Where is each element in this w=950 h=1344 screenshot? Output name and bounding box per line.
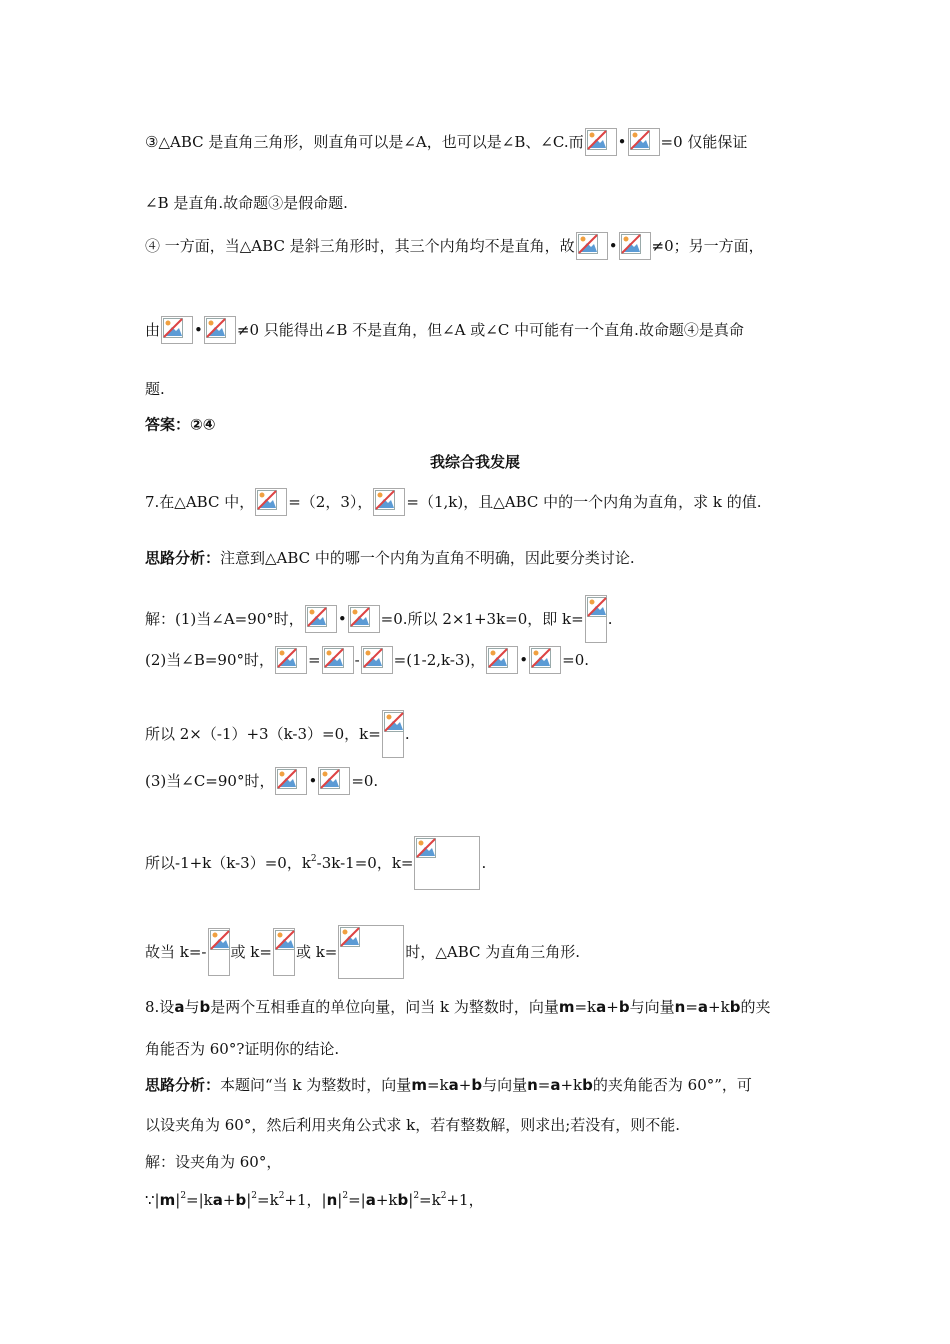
text-run: • <box>608 237 618 255</box>
text-run: | <box>337 1191 343 1209</box>
text-run: =k <box>574 998 597 1016</box>
text-run: . <box>404 725 410 743</box>
text-run: =0. <box>351 772 379 790</box>
text-run: + <box>458 1076 472 1094</box>
broken-image-icon <box>204 316 236 344</box>
paragraph-4-line-2 <box>145 316 744 344</box>
broken-image-icon <box>529 646 561 674</box>
text-run: =0 仅能保证 <box>660 133 748 151</box>
text-run: • <box>308 772 318 790</box>
text-run: | <box>246 1191 252 1209</box>
text-run: m <box>558 998 575 1016</box>
text-run: 注意到△ABC 中的哪一个内角为直角不明确，因此要分类讨论. <box>220 549 635 567</box>
question-8-analysis-line-2: 以设夹角为 60°，然后利用夹角公式求 k，若有整数解，则求出;若没有，则不能. <box>145 1116 681 1134</box>
text-run: 2 <box>440 1191 447 1201</box>
text-run: n <box>326 1191 338 1209</box>
text-run: ④ 一方面，当△ABC 是斜三角形时，其三个内角均不是直角，故 <box>145 237 575 255</box>
text-run: 与向量 <box>482 1076 528 1094</box>
text-run: 与向量 <box>629 998 675 1016</box>
text-run: 故当 k=- <box>145 943 207 961</box>
text-run: ③△ABC 是直角三角形，则直角可以是∠A，也可以是∠B、∠C.而 <box>145 133 584 151</box>
text-run: 答案： <box>145 415 191 434</box>
broken-image-icon <box>576 232 608 260</box>
answer <box>145 414 215 435</box>
text-run: • <box>617 133 627 151</box>
text-run: 本题问“当 k 为整数时，向量 <box>220 1076 412 1094</box>
text-run: =k <box>257 1191 279 1209</box>
text-run: | <box>175 1191 181 1209</box>
text-run: 或 k= <box>295 943 338 961</box>
paragraph-4-line-3: 题. <box>145 380 165 398</box>
text-run: 2 <box>342 1191 349 1201</box>
question-7-analysis <box>145 547 635 568</box>
text-run: 8.设 <box>145 998 175 1016</box>
text-run: = <box>308 651 321 669</box>
section-title: 我综合我发展 <box>429 453 520 471</box>
text-run: 的夹角能否为 60°”，可 <box>592 1076 752 1094</box>
text-run: ≠0 只能得出∠B 不是直角，但∠A 或∠C 中可能有一个直角.故命题④是真命 <box>236 321 744 339</box>
text-run: 所以-1+k（k-3）=0，k <box>145 854 311 872</box>
text-run: ∵| <box>145 1191 160 1209</box>
text-run: b <box>618 998 630 1016</box>
broken-image-icon <box>348 605 380 633</box>
text-run: b <box>729 998 741 1016</box>
text-run: b <box>199 998 211 1016</box>
text-run: m <box>411 1076 427 1094</box>
text-run: 2 <box>180 1191 187 1201</box>
question-8-solution-2 <box>145 1186 484 1210</box>
broken-image-icon <box>373 488 405 516</box>
paragraph-3-line-2: ∠B 是直角.故命题③是假命题. <box>145 194 348 212</box>
text-run: (2)当∠B=90°时， <box>145 651 274 669</box>
text-run: b <box>235 1191 247 1209</box>
broken-image-icon <box>208 928 230 976</box>
text-run: 2 <box>310 854 317 864</box>
text-run: a <box>550 1076 561 1094</box>
text-run: 所以 2×（-1）+3（k-3）=0，k= <box>145 725 381 743</box>
solution-step-1 <box>145 595 613 643</box>
text-run: =0. <box>562 651 590 669</box>
broken-image-icon <box>275 767 307 795</box>
text-run: +k <box>708 998 730 1016</box>
text-run: + <box>222 1191 236 1209</box>
broken-image-icon <box>322 646 354 674</box>
text-run: =（1,k)，且△ABC 中的一个内角为直角，求 k 的值. <box>406 493 762 511</box>
conclusion <box>145 925 580 979</box>
solution-step-3b <box>145 836 486 890</box>
broken-image-icon <box>628 128 660 156</box>
text-run: 由 <box>145 321 161 339</box>
text-run: +k <box>375 1191 398 1209</box>
question-8-solution-1: 解：设夹角为 60°， <box>145 1153 282 1171</box>
question-8-line-1 <box>145 996 770 1017</box>
broken-image-icon <box>305 605 337 633</box>
text-run: -3k-1=0，k= <box>316 854 414 872</box>
paragraph-4-line-1 <box>145 232 764 260</box>
broken-image-icon <box>273 928 295 976</box>
text-run: a <box>174 998 185 1016</box>
text-run: a <box>448 1076 459 1094</box>
text-run: =k <box>419 1191 441 1209</box>
text-run: n <box>674 998 686 1016</box>
question-7 <box>145 488 762 516</box>
broken-image-icon <box>275 646 307 674</box>
solution-step-2 <box>145 646 589 674</box>
text-run: +k <box>560 1076 583 1094</box>
text-run: | <box>408 1191 414 1209</box>
text-run: 思路分析： <box>145 1076 221 1094</box>
text-run: =0.所以 2×1+3k=0，即 k= <box>380 610 584 628</box>
text-run: 与 <box>184 998 200 1016</box>
text-run: • <box>519 651 529 669</box>
broken-image-icon <box>161 316 193 344</box>
text-run: 思路分析： <box>145 549 221 567</box>
broken-image-icon <box>338 925 404 979</box>
text-run: (3)当∠C=90°时， <box>145 772 275 790</box>
text-run: 2 <box>278 1191 285 1201</box>
broken-image-icon <box>585 595 607 643</box>
text-run: ②④ <box>190 415 216 434</box>
text-run: 2 <box>251 1191 258 1201</box>
solution-step-3 <box>145 767 378 795</box>
broken-image-icon <box>382 710 404 758</box>
paragraph-3-line-1 <box>145 128 747 156</box>
text-run: 或 k= <box>230 943 272 961</box>
text-run: +1，| <box>284 1191 327 1209</box>
text-run: • <box>337 610 347 628</box>
question-8-analysis <box>145 1074 752 1095</box>
broken-image-icon <box>318 767 350 795</box>
broken-image-icon <box>619 232 651 260</box>
text-run: b <box>582 1076 593 1094</box>
text-run: =（2，3）， <box>288 493 373 511</box>
text-run: =|k <box>186 1191 213 1209</box>
text-run: 7.在△ABC 中， <box>145 493 255 511</box>
solution-step-2b <box>145 710 410 758</box>
text-run: 是两个互相垂直的单位向量，问当 k 为整数时，向量 <box>210 998 559 1016</box>
text-run: a <box>365 1191 376 1209</box>
text-run: b <box>397 1191 409 1209</box>
text-run: . <box>481 854 487 872</box>
text-run: ≠0；另一方面， <box>651 237 764 255</box>
text-run: m <box>159 1191 176 1209</box>
text-run: a <box>212 1191 223 1209</box>
text-run: + <box>606 998 619 1016</box>
text-run: 的夹 <box>740 998 771 1016</box>
text-run: = <box>685 998 698 1016</box>
text-run: b <box>471 1076 483 1094</box>
broken-image-icon <box>255 488 287 516</box>
text-run: n <box>527 1076 538 1094</box>
text-run: =(1-2,k-3)， <box>393 651 486 669</box>
text-run: . <box>607 610 613 628</box>
text-run: =| <box>348 1191 366 1209</box>
text-run: = <box>537 1076 551 1094</box>
broken-image-icon <box>585 128 617 156</box>
broken-image-icon <box>414 836 480 890</box>
broken-image-icon <box>486 646 518 674</box>
text-run: +1， <box>446 1191 484 1209</box>
broken-image-icon <box>361 646 393 674</box>
text-run: =k <box>426 1076 449 1094</box>
text-run: 时，△ABC 为直角三角形. <box>405 943 581 961</box>
text-run: • <box>194 321 203 339</box>
text-run: - <box>354 651 360 669</box>
text-run: 解：(1)当∠A=90°时， <box>145 610 304 628</box>
text-run: a <box>697 998 709 1016</box>
question-8-line-2: 角能否为 60°?证明你的结论. <box>145 1040 340 1058</box>
text-run: a <box>596 998 607 1016</box>
text-run: 2 <box>413 1191 420 1201</box>
